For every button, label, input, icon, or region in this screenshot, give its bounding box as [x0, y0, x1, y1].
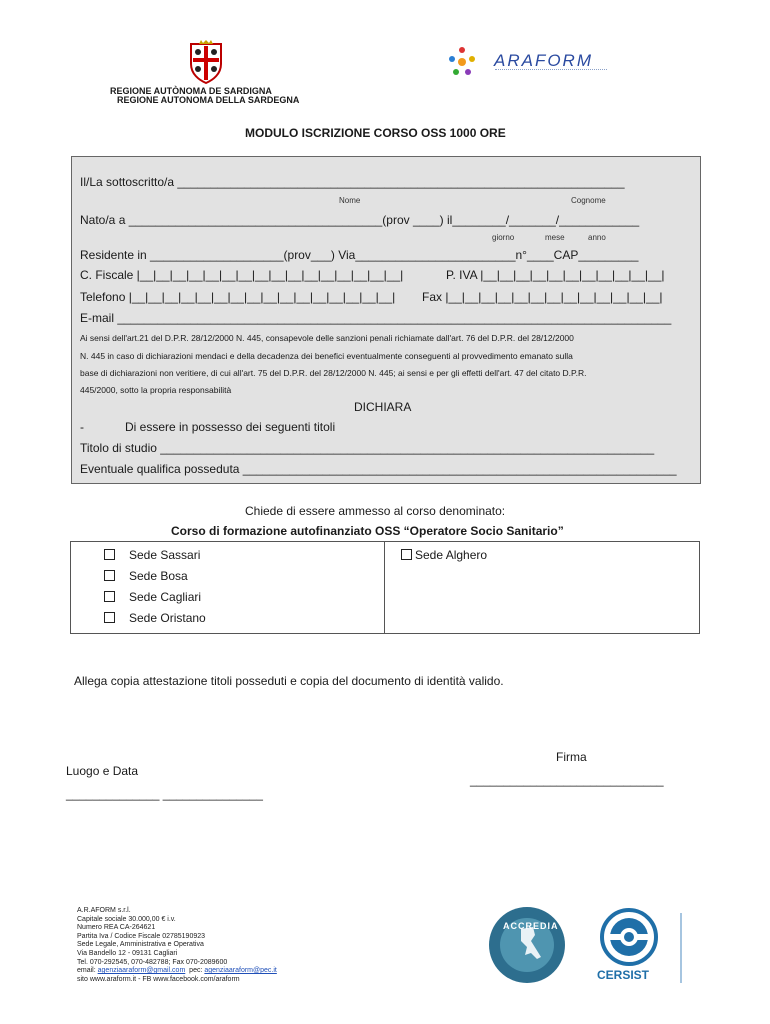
legal-text-line3: base di dichiarazioni non veritiere, di cui all'art. 75 del D.P.R. del 28/12/2000 N. 445; ai sensi e per gli effetti dell'art. 47 del citato D.P.R. [80, 368, 587, 378]
company-piva: Partita Iva / Codice Fiscale 02785190923 [77, 932, 206, 940]
titolo-studio-field[interactable]: Titolo di studio __________________________________________________________________________ [80, 441, 655, 455]
sede-label: Sede Alghero [415, 548, 488, 562]
dichiara-heading: DICHIARA [354, 400, 412, 414]
checkbox-icon[interactable] [104, 612, 115, 623]
sede-label: Sede Bosa [129, 569, 188, 583]
region-emblem-icon [183, 40, 229, 86]
mese-label: mese [545, 233, 565, 242]
course-request-text: Chiede di essere ammesso al corso denominato: [245, 504, 506, 518]
cersist-seal-icon [598, 908, 660, 966]
course-name: Corso di formazione autofinanziato OSS “Operatore Socio Sanitario” [171, 524, 564, 538]
email-link[interactable]: agenziaaraform@gmail.com [97, 967, 186, 975]
luogo-data-label: Luogo e Data [66, 764, 139, 778]
bullet-dash: - [80, 420, 84, 434]
cognome-label: Cognome [571, 196, 606, 205]
page-title: MODULO ISCRIZIONE CORSO OSS 1000 ORE [245, 126, 506, 140]
company-name: A.R.AFORM s.r.l. [77, 907, 131, 914]
company-tel: Tel. 070-292545, 070-482788; Fax 070-2089600 [77, 958, 228, 966]
nome-label: Nome [339, 196, 361, 205]
legal-text-line2: N. 445 in caso di dichiarazioni mendaci e della decadenza dei benefici eventualmente conseguenti al provvedimento emanato sulla [80, 351, 573, 361]
company-sede-label: Sede Legale, Amministrativa e Operativa [77, 941, 204, 949]
legal-text-line1: Ai sensi dell'art.21 del D.P.R. 28/12/2000 N. 445, consapevole delle sanzioni penali richiamate dall'art. 76 del D.P.R. del 28/12/2000 [80, 333, 574, 343]
region-name-line2: REGIONE AUTONOMA DELLA SARDEGNA [117, 95, 300, 105]
certificate-vertical-mark [680, 913, 696, 983]
sede-alghero-option[interactable] [401, 548, 487, 562]
company-email-row [77, 967, 277, 976]
sede-bosa-option[interactable] [104, 569, 188, 583]
telefono-field[interactable]: Telefono |__|__|__|__|__|__|__|__|__|__|__|__|__|__|__|__| [80, 290, 396, 304]
firma-line[interactable]: _____________________________ [470, 773, 664, 787]
company-address: Via Bandello 12 - 09131 Cagliari [77, 949, 178, 957]
email-label: email: [77, 967, 96, 975]
titoli-statement: Di essere in possesso dei seguenti titoli [125, 420, 336, 434]
partita-iva-field[interactable]: P. IVA |__|__|__|__|__|__|__|__|__|__|__| [446, 268, 665, 282]
residente-field[interactable]: Residente in ____________________(prov___) Via________________________n°____CAP_________ [80, 248, 639, 262]
checkbox-icon[interactable] [104, 549, 115, 560]
anno-label: anno [588, 233, 606, 242]
sottoscritto-field[interactable]: Il/La sottoscritto/a ___________________________________________________________________ [80, 175, 625, 189]
giorno-label: giorno [492, 233, 515, 242]
accredia-seal-icon [487, 905, 567, 985]
codice-fiscale-field[interactable]: C. Fiscale |__|__|__|__|__|__|__|__|__|__|__|__|__|__|__|__| [80, 268, 404, 282]
region-name-line1: REGIONE AUTÒNOMA DE SARDIGNA [110, 86, 272, 96]
qualifica-field[interactable]: Eventuale qualifica posseduta _________________________________________________________________ [80, 462, 677, 476]
firma-label: Firma [556, 750, 587, 764]
accredia-text: ACCREDIA [503, 921, 559, 931]
email-field[interactable]: E-mail ___________________________________________________________________________________ [80, 311, 672, 325]
allega-text: Allega copia attestazione titoli posseduti e copia del documento di identità valido. [74, 674, 504, 688]
fax-field[interactable]: Fax |__|__|__|__|__|__|__|__|__|__|__|__|__| [422, 290, 663, 304]
company-capitale: Capitale sociale 30.000,00 € i.v. [77, 915, 176, 923]
sede-oristano-option[interactable] [104, 611, 206, 625]
company-info [77, 907, 277, 984]
sede-label: Sede Cagliari [129, 590, 202, 604]
company-site: sito www.araform.it - FB www.facebook.com/araform [77, 975, 240, 983]
checkbox-icon[interactable] [401, 549, 412, 560]
checkbox-icon[interactable] [104, 570, 115, 581]
nato-field[interactable]: Nato/a a ______________________________________(prov ____) il________/_______/____________ [80, 213, 640, 227]
sede-label: Sede Oristano [129, 611, 206, 625]
sedi-table [70, 541, 700, 634]
pec-link[interactable]: agenziaaraform@pec.it [204, 967, 277, 975]
luogo-data-line[interactable]: ______________ _______________ [66, 787, 263, 801]
cersist-text: CERSIST [597, 968, 650, 982]
legal-text-line4: 445/2000, sotto la propria responsabilità [80, 385, 232, 395]
company-rea: Numero REA CA-264621 [77, 924, 156, 932]
araform-logo-text: ARAFORM [494, 51, 593, 70]
sede-sassari-option[interactable] [104, 548, 200, 562]
araform-logo-icon [442, 45, 482, 81]
checkbox-icon[interactable] [104, 591, 115, 602]
araform-tagline-rule [495, 69, 607, 72]
sede-cagliari-option[interactable] [104, 590, 201, 604]
pec-label: pec: [189, 967, 203, 975]
sedi-divider [384, 542, 385, 633]
sede-label: Sede Sassari [129, 548, 201, 562]
